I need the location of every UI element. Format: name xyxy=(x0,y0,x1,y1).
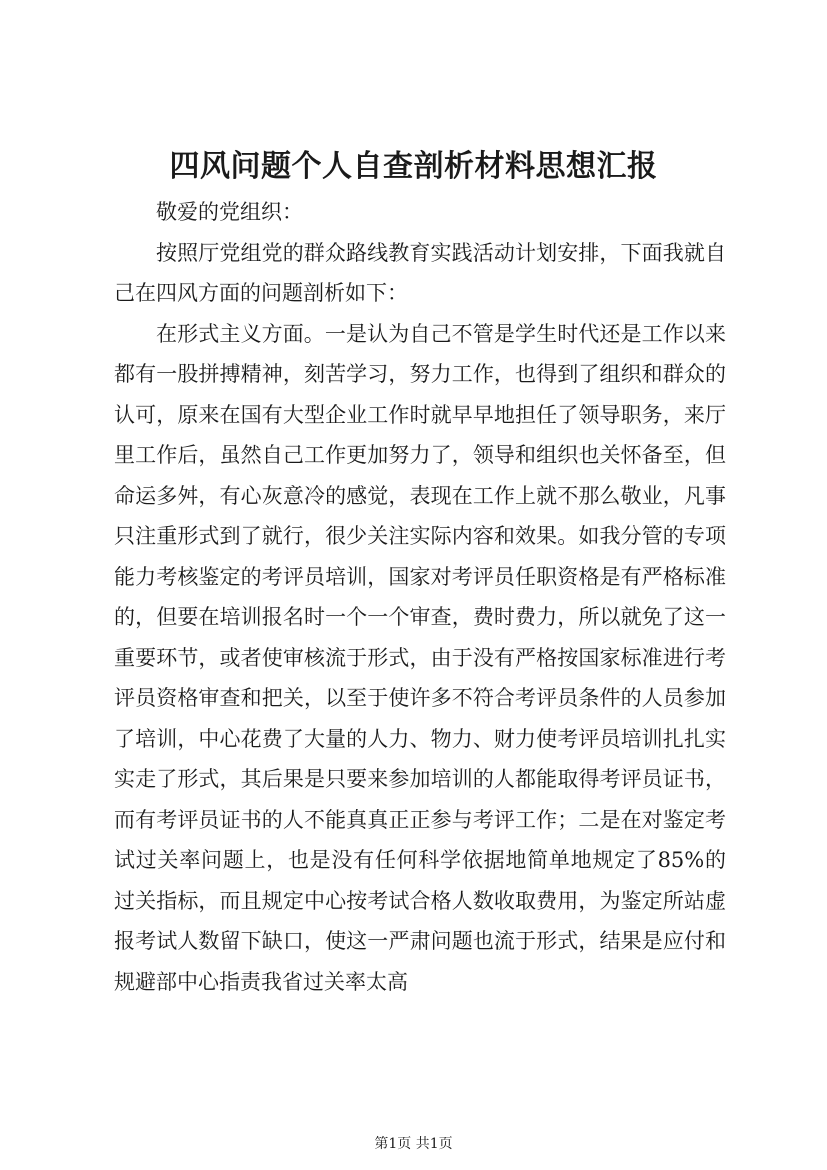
page-footer: 第1页 共1页 xyxy=(374,1136,453,1152)
document-title: 四风问题个人自查剖析材料思想汇报 xyxy=(169,149,658,184)
paragraph-intro: 按照厅党组党的群众路线教育实践活动计划安排，下面我就自己在四风方面的问题剖析如下： xyxy=(114,240,726,305)
salutation: 敬爱的党组织： xyxy=(156,200,303,224)
document-body xyxy=(114,192,726,1002)
paragraph-formalism: 在形式主义方面。一是认为自己不管是学生时代还是工作以来都有一股拼搏精神，刻苦学习，努力工作，也得到了组织和群众的认可，原来在国有大型企业工作时就早早地担任了领导职务，来厅里工作后，虽然自己工作更加努力了，领导和组织也关怀备至，但命运多舛，有心灰意冷的感觉，表现在工作上就不那么敬业，凡事只注重形式到了就行，很少关注实际内容和效果。如我分管的专项能力考核鉴定的考评员培训，国家对考评员任职资格是有严格标准的，但要在培训报名时一个一个审查，费时费力，所以就免了这一重要环节，或者使审核流于形式，由于没有严格按国家标准进行考评员资格审查和把关，以至于使许多不符合考评员条件的人员参加了培训，中心花费了大量的人力、物力、财力使考评员培训扎扎实实走了形式，其后果是只要来参加培训的人都能取得考评员证书，而有考评员证书的人不能真真正正参与考评工作；二是在对鉴定考试过关率问题上，也是没有任何科学依据地简单地规定了85%的过关指标，而且规定中心按考试合格人数收取费用，为鉴定所站虚报考试人数留下缺口，使这一严肃问题也流于形式，结果是应付和规避部中心指责我省过关率太高 xyxy=(114,321,726,994)
